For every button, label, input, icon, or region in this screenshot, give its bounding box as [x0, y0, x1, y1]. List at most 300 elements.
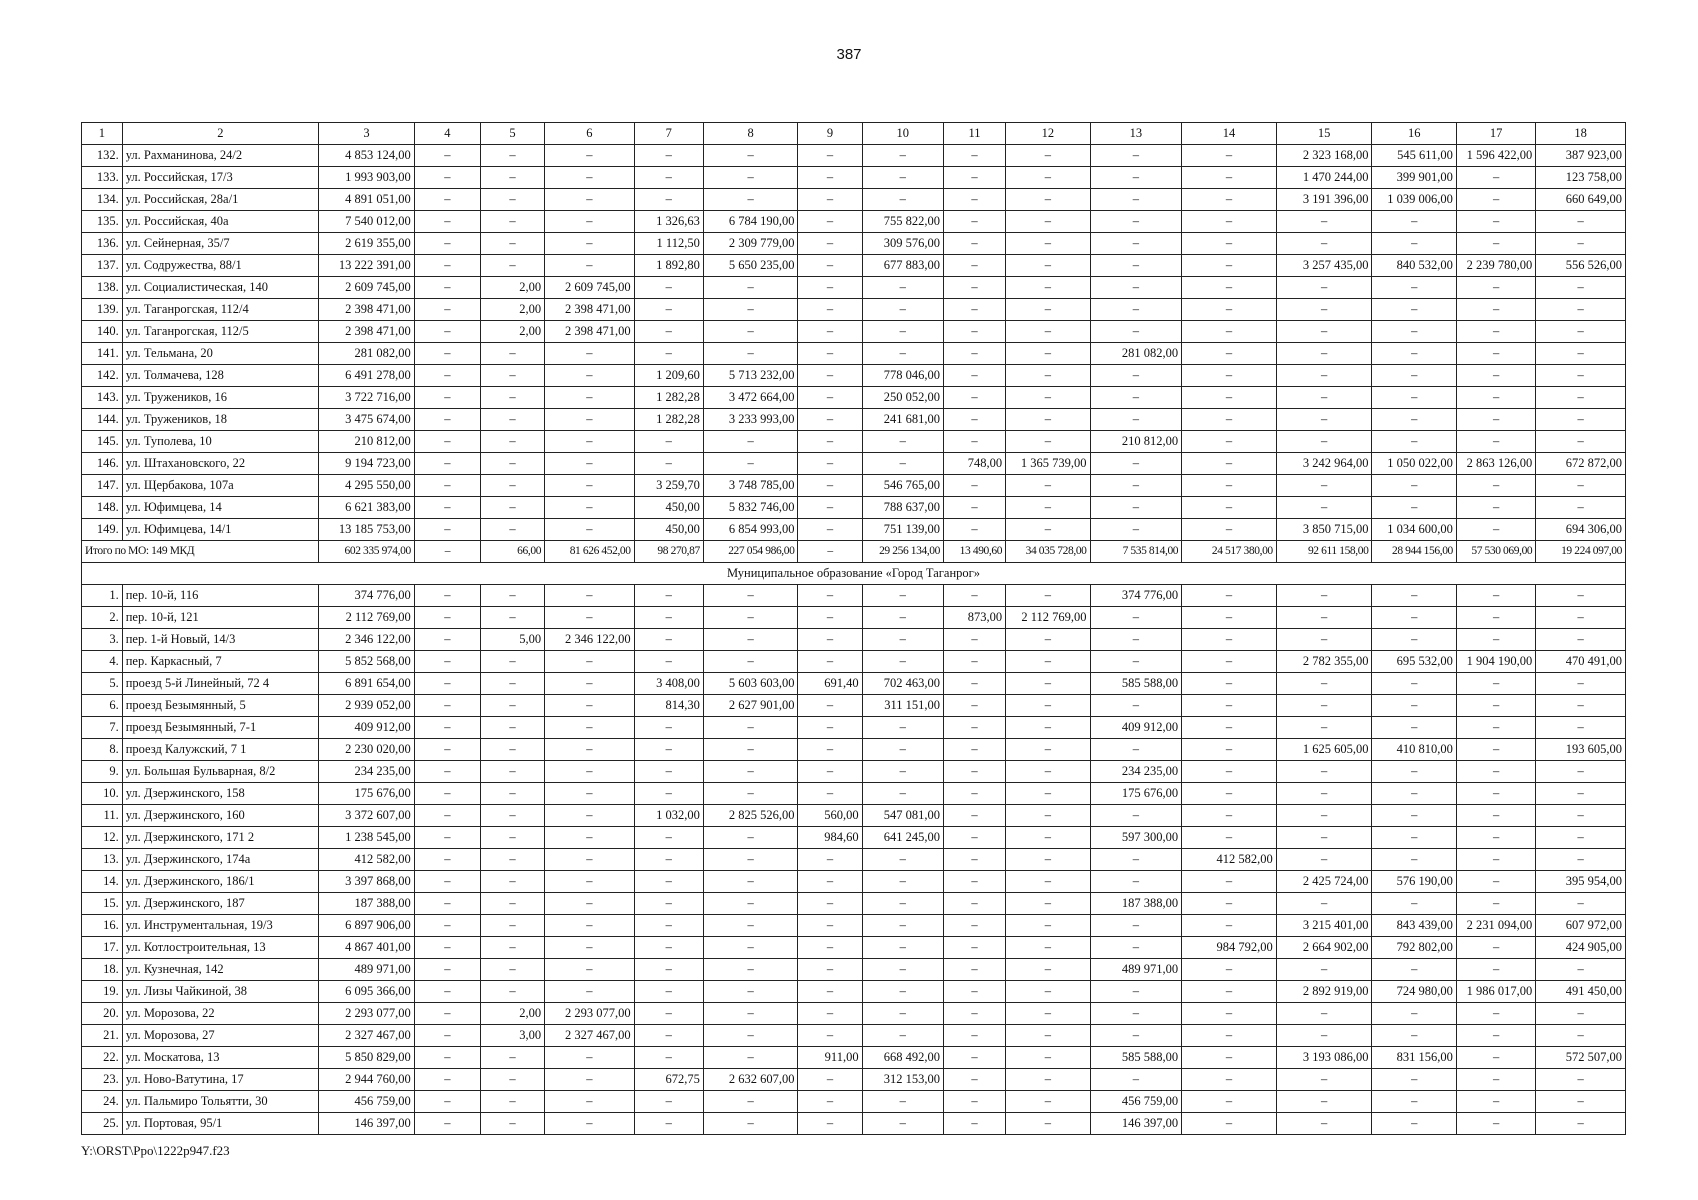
value-cell: –	[545, 409, 635, 431]
value-cell: –	[798, 189, 862, 211]
table-row	[82, 277, 1626, 299]
value-cell: –	[1276, 321, 1372, 343]
value-cell: –	[1182, 893, 1277, 915]
value-cell: –	[1090, 805, 1182, 827]
value-cell: –	[1536, 211, 1626, 233]
value-cell: –	[1090, 607, 1182, 629]
value-cell: –	[1006, 519, 1090, 541]
value-cell: –	[1182, 827, 1277, 849]
value-cell: –	[1182, 1113, 1277, 1135]
value-cell: –	[1456, 695, 1535, 717]
value-cell: –	[1006, 1003, 1090, 1025]
row-number-cell: 21.	[82, 1025, 123, 1047]
value-cell: –	[1006, 1113, 1090, 1135]
value-cell: –	[798, 431, 862, 453]
value-cell: –	[862, 739, 943, 761]
value-cell: –	[545, 343, 635, 365]
table-row	[82, 871, 1626, 893]
value-cell: –	[798, 783, 862, 805]
value-cell: 456 759,00	[319, 1091, 415, 1113]
value-cell: 2,00	[480, 1003, 544, 1025]
row-number-cell: 134.	[82, 189, 123, 211]
value-cell: 6 854 993,00	[703, 519, 798, 541]
value-cell: 491 450,00	[1536, 981, 1626, 1003]
value-cell: –	[414, 959, 480, 981]
value-cell: –	[944, 299, 1006, 321]
value-cell: –	[480, 871, 544, 893]
value-cell: –	[703, 1047, 798, 1069]
table-row	[82, 1091, 1626, 1113]
value-cell: –	[1090, 189, 1182, 211]
value-cell: –	[480, 1047, 544, 1069]
value-cell: 1 050 022,00	[1372, 453, 1456, 475]
value-cell: –	[703, 849, 798, 871]
value-cell: 6 897 906,00	[319, 915, 415, 937]
value-cell: –	[1276, 387, 1372, 409]
value-cell: –	[1372, 365, 1456, 387]
value-cell: –	[862, 585, 943, 607]
value-cell: –	[1090, 409, 1182, 431]
address-cell: ул. Социалистическая, 140	[122, 277, 318, 299]
value-cell: 6 784 190,00	[703, 211, 798, 233]
row-number-cell: 140.	[82, 321, 123, 343]
row-number-cell: 2.	[82, 607, 123, 629]
value-cell: –	[414, 651, 480, 673]
value-cell: 3 242 964,00	[1276, 453, 1372, 475]
value-cell: –	[414, 629, 480, 651]
value-cell: –	[480, 849, 544, 871]
value-cell: –	[480, 1069, 544, 1091]
value-cell: –	[1182, 783, 1277, 805]
column-header: 2	[122, 123, 318, 145]
value-cell: –	[1536, 233, 1626, 255]
column-header: 17	[1456, 123, 1535, 145]
value-cell: 3 850 715,00	[1276, 519, 1372, 541]
total-value-cell: 13 490,60	[944, 541, 1006, 563]
value-cell: –	[1182, 233, 1277, 255]
value-cell: –	[703, 1025, 798, 1047]
value-cell: –	[1006, 1047, 1090, 1069]
value-cell: –	[703, 893, 798, 915]
value-cell: –	[545, 761, 635, 783]
value-cell: –	[1456, 761, 1535, 783]
value-cell: –	[1536, 387, 1626, 409]
table-row	[82, 783, 1626, 805]
value-cell: –	[944, 871, 1006, 893]
value-cell: –	[545, 167, 635, 189]
address-cell: ул. Российская, 40а	[122, 211, 318, 233]
value-cell: –	[1372, 497, 1456, 519]
value-cell: –	[1536, 629, 1626, 651]
value-cell: –	[480, 167, 544, 189]
value-cell: –	[798, 849, 862, 871]
value-cell: 778 046,00	[862, 365, 943, 387]
row-number-cell: 148.	[82, 497, 123, 519]
table-row	[82, 1113, 1626, 1135]
value-cell: –	[414, 1047, 480, 1069]
value-cell: –	[414, 915, 480, 937]
value-cell: –	[545, 585, 635, 607]
value-cell: –	[1536, 585, 1626, 607]
address-cell: ул. Дзержинского, 158	[122, 783, 318, 805]
value-cell: –	[634, 343, 703, 365]
value-cell: –	[414, 673, 480, 695]
value-cell: –	[1006, 629, 1090, 651]
value-cell: –	[944, 849, 1006, 871]
value-cell: –	[480, 343, 544, 365]
value-cell: –	[480, 805, 544, 827]
value-cell: –	[545, 1113, 635, 1135]
value-cell: –	[862, 299, 943, 321]
value-cell: –	[1090, 629, 1182, 651]
value-cell: –	[1372, 783, 1456, 805]
value-cell: –	[798, 1069, 862, 1091]
address-cell: ул. Дзержинского, 174а	[122, 849, 318, 871]
value-cell: –	[1182, 145, 1277, 167]
value-cell: –	[944, 673, 1006, 695]
value-cell: 572 507,00	[1536, 1047, 1626, 1069]
value-cell: –	[480, 673, 544, 695]
value-cell: –	[944, 805, 1006, 827]
value-cell: –	[414, 1091, 480, 1113]
value-cell: –	[1536, 607, 1626, 629]
value-cell: –	[944, 959, 1006, 981]
value-cell: –	[545, 959, 635, 981]
value-cell: 843 439,00	[1372, 915, 1456, 937]
value-cell: –	[1006, 695, 1090, 717]
value-cell: –	[703, 739, 798, 761]
value-cell: –	[862, 717, 943, 739]
value-cell: –	[944, 145, 1006, 167]
value-cell: –	[1276, 233, 1372, 255]
value-cell: –	[545, 651, 635, 673]
value-cell: –	[703, 1113, 798, 1135]
table-row	[82, 189, 1626, 211]
value-cell: 409 912,00	[319, 717, 415, 739]
row-number-cell: 20.	[82, 1003, 123, 1025]
value-cell: –	[634, 761, 703, 783]
address-cell: пер. Каркасный, 7	[122, 651, 318, 673]
value-cell: –	[1182, 871, 1277, 893]
column-header: 3	[319, 123, 415, 145]
value-cell: 5 850 829,00	[319, 1047, 415, 1069]
value-cell: –	[1456, 1025, 1535, 1047]
value-cell: –	[1372, 1113, 1456, 1135]
value-cell: –	[1456, 827, 1535, 849]
column-header: 9	[798, 123, 862, 145]
value-cell: –	[1372, 409, 1456, 431]
value-cell: –	[414, 475, 480, 497]
value-cell: –	[703, 981, 798, 1003]
value-cell: –	[1090, 145, 1182, 167]
value-cell: –	[862, 145, 943, 167]
value-cell: –	[1006, 343, 1090, 365]
address-cell: пер. 1-й Новый, 14/3	[122, 629, 318, 651]
value-cell: –	[1372, 343, 1456, 365]
value-cell: 3 215 401,00	[1276, 915, 1372, 937]
value-cell: –	[480, 497, 544, 519]
value-cell: –	[545, 739, 635, 761]
value-cell: –	[944, 1025, 1006, 1047]
value-cell: –	[798, 255, 862, 277]
total-value-cell: 19 224 097,00	[1536, 541, 1626, 563]
value-cell: 694 306,00	[1536, 519, 1626, 541]
value-cell: –	[798, 959, 862, 981]
value-cell: –	[414, 695, 480, 717]
value-cell: –	[480, 981, 544, 1003]
value-cell: –	[480, 519, 544, 541]
value-cell: 751 139,00	[862, 519, 943, 541]
value-cell: –	[414, 167, 480, 189]
total-value-cell: 81 626 452,00	[545, 541, 635, 563]
value-cell: –	[703, 783, 798, 805]
value-cell: –	[1536, 673, 1626, 695]
value-cell: –	[1276, 629, 1372, 651]
value-cell: –	[1006, 189, 1090, 211]
value-cell: –	[1182, 915, 1277, 937]
value-cell: –	[545, 497, 635, 519]
row-number-cell: 135.	[82, 211, 123, 233]
address-cell: пер. 10-й, 116	[122, 585, 318, 607]
value-cell: –	[798, 519, 862, 541]
value-cell: –	[634, 849, 703, 871]
value-cell: 2 398 471,00	[545, 299, 635, 321]
row-number-cell: 4.	[82, 651, 123, 673]
value-cell: –	[1090, 651, 1182, 673]
table-row	[82, 409, 1626, 431]
value-cell: 1 625 605,00	[1276, 739, 1372, 761]
value-cell: 2 239 780,00	[1456, 255, 1535, 277]
value-cell: –	[798, 497, 862, 519]
value-cell: –	[862, 453, 943, 475]
value-cell: –	[1276, 475, 1372, 497]
table-body	[82, 145, 1626, 1135]
value-cell: –	[1182, 167, 1277, 189]
value-cell: –	[1276, 343, 1372, 365]
value-cell: –	[1006, 299, 1090, 321]
value-cell: –	[1090, 211, 1182, 233]
value-cell: 424 905,00	[1536, 937, 1626, 959]
value-cell: –	[414, 1069, 480, 1091]
value-cell: –	[1372, 431, 1456, 453]
value-cell: –	[798, 761, 862, 783]
value-cell: –	[944, 211, 1006, 233]
value-cell: –	[414, 145, 480, 167]
value-cell: 2 944 760,00	[319, 1069, 415, 1091]
value-cell: –	[1182, 475, 1277, 497]
value-cell: 1 112,50	[634, 233, 703, 255]
value-cell: –	[1456, 519, 1535, 541]
value-cell: –	[944, 365, 1006, 387]
value-cell: –	[1536, 1003, 1626, 1025]
value-cell: –	[1182, 1091, 1277, 1113]
total-value-cell: 66,00	[480, 541, 544, 563]
value-cell: –	[1456, 189, 1535, 211]
total-value-cell: 24 517 380,00	[1182, 541, 1277, 563]
value-cell: –	[545, 893, 635, 915]
page-number: 387	[836, 46, 862, 63]
value-cell: –	[1456, 673, 1535, 695]
value-cell: –	[1536, 805, 1626, 827]
value-cell: 1 032,00	[634, 805, 703, 827]
value-cell: –	[1372, 211, 1456, 233]
column-header: 5	[480, 123, 544, 145]
row-number-cell: 146.	[82, 453, 123, 475]
value-cell: –	[634, 607, 703, 629]
value-cell: –	[1456, 607, 1535, 629]
value-cell: 281 082,00	[1090, 343, 1182, 365]
value-cell: –	[703, 343, 798, 365]
row-number-cell: 17.	[82, 937, 123, 959]
total-value-cell: –	[798, 541, 862, 563]
value-cell: –	[1090, 167, 1182, 189]
value-cell: 2 327 467,00	[319, 1025, 415, 1047]
value-cell: –	[480, 893, 544, 915]
value-cell: –	[480, 937, 544, 959]
address-cell: проезд Безымянный, 5	[122, 695, 318, 717]
value-cell: –	[1006, 651, 1090, 673]
value-cell: –	[1006, 871, 1090, 893]
value-cell: –	[480, 453, 544, 475]
value-cell: 2 346 122,00	[319, 629, 415, 651]
value-cell: 410 810,00	[1372, 739, 1456, 761]
value-cell: 4 891 051,00	[319, 189, 415, 211]
value-cell: 755 822,00	[862, 211, 943, 233]
value-cell: –	[798, 321, 862, 343]
value-cell: –	[1456, 893, 1535, 915]
value-cell: –	[1372, 321, 1456, 343]
table-row	[82, 475, 1626, 497]
row-number-cell: 13.	[82, 849, 123, 871]
value-cell: –	[545, 387, 635, 409]
value-cell: –	[1276, 365, 1372, 387]
value-cell: –	[545, 431, 635, 453]
total-value-cell: 92 611 158,00	[1276, 541, 1372, 563]
value-cell: –	[1090, 871, 1182, 893]
value-cell: –	[1182, 629, 1277, 651]
value-cell: –	[1456, 167, 1535, 189]
value-cell: –	[414, 321, 480, 343]
value-cell: –	[862, 321, 943, 343]
value-cell: –	[1276, 1003, 1372, 1025]
table-row	[82, 365, 1626, 387]
column-header: 4	[414, 123, 480, 145]
column-header: 15	[1276, 123, 1372, 145]
value-cell: –	[1536, 717, 1626, 739]
value-cell: –	[1276, 673, 1372, 695]
value-cell: 2 327 467,00	[545, 1025, 635, 1047]
value-cell: –	[1182, 651, 1277, 673]
value-cell: –	[862, 431, 943, 453]
value-cell: –	[1372, 893, 1456, 915]
value-cell: –	[414, 343, 480, 365]
value-cell: –	[1090, 739, 1182, 761]
value-cell: –	[480, 959, 544, 981]
value-cell: 1 892,80	[634, 255, 703, 277]
address-cell: ул. Тружеников, 18	[122, 409, 318, 431]
value-cell: –	[1182, 607, 1277, 629]
value-cell: –	[414, 277, 480, 299]
value-cell: –	[414, 519, 480, 541]
value-cell: –	[944, 475, 1006, 497]
row-number-cell: 11.	[82, 805, 123, 827]
value-cell: –	[1182, 717, 1277, 739]
value-cell: 672,75	[634, 1069, 703, 1091]
table-row	[82, 167, 1626, 189]
value-cell: 412 582,00	[319, 849, 415, 871]
value-cell: –	[798, 651, 862, 673]
value-cell: 5 832 746,00	[703, 497, 798, 519]
value-cell: –	[1090, 365, 1182, 387]
value-cell: 450,00	[634, 497, 703, 519]
value-cell: –	[862, 761, 943, 783]
value-cell: –	[1182, 299, 1277, 321]
value-cell: –	[703, 1003, 798, 1025]
value-cell: –	[545, 915, 635, 937]
value-cell: 3 472 664,00	[703, 387, 798, 409]
value-cell: –	[1372, 277, 1456, 299]
value-cell: –	[944, 761, 1006, 783]
value-cell: –	[1006, 277, 1090, 299]
value-cell: –	[414, 387, 480, 409]
value-cell: –	[1536, 497, 1626, 519]
value-cell: –	[703, 585, 798, 607]
row-number-cell: 19.	[82, 981, 123, 1003]
table-row	[82, 915, 1626, 937]
value-cell: –	[1372, 695, 1456, 717]
value-cell: –	[1456, 409, 1535, 431]
total-value-cell: 602 335 974,00	[319, 541, 415, 563]
value-cell: –	[545, 1091, 635, 1113]
value-cell: 2 609 745,00	[319, 277, 415, 299]
value-cell: –	[798, 343, 862, 365]
value-cell: –	[480, 607, 544, 629]
value-cell: –	[1006, 585, 1090, 607]
value-cell: –	[798, 695, 862, 717]
value-cell: –	[1182, 343, 1277, 365]
row-number-cell: 12.	[82, 827, 123, 849]
table-row	[82, 497, 1626, 519]
value-cell: –	[1006, 321, 1090, 343]
value-cell: 234 235,00	[1090, 761, 1182, 783]
value-cell: –	[1090, 981, 1182, 1003]
value-cell: 234 235,00	[319, 761, 415, 783]
value-cell: 2 782 355,00	[1276, 651, 1372, 673]
value-cell: –	[862, 1025, 943, 1047]
value-cell: 187 388,00	[1090, 893, 1182, 915]
value-cell: 5 713 232,00	[703, 365, 798, 387]
value-cell: –	[1276, 497, 1372, 519]
value-cell: 4 867 401,00	[319, 937, 415, 959]
value-cell: 312 153,00	[862, 1069, 943, 1091]
value-cell: –	[634, 431, 703, 453]
value-cell: –	[480, 1091, 544, 1113]
row-number-cell: 1.	[82, 585, 123, 607]
value-cell: 1 034 600,00	[1372, 519, 1456, 541]
value-cell: –	[1536, 277, 1626, 299]
value-cell: –	[1006, 1069, 1090, 1091]
value-cell: –	[1006, 849, 1090, 871]
value-cell: –	[1006, 1025, 1090, 1047]
value-cell: 3 257 435,00	[1276, 255, 1372, 277]
value-cell: –	[1372, 1003, 1456, 1025]
row-number-cell: 14.	[82, 871, 123, 893]
value-cell: –	[944, 1069, 1006, 1091]
value-cell: –	[414, 981, 480, 1003]
value-cell: –	[414, 805, 480, 827]
table-row	[82, 211, 1626, 233]
table-row	[82, 387, 1626, 409]
